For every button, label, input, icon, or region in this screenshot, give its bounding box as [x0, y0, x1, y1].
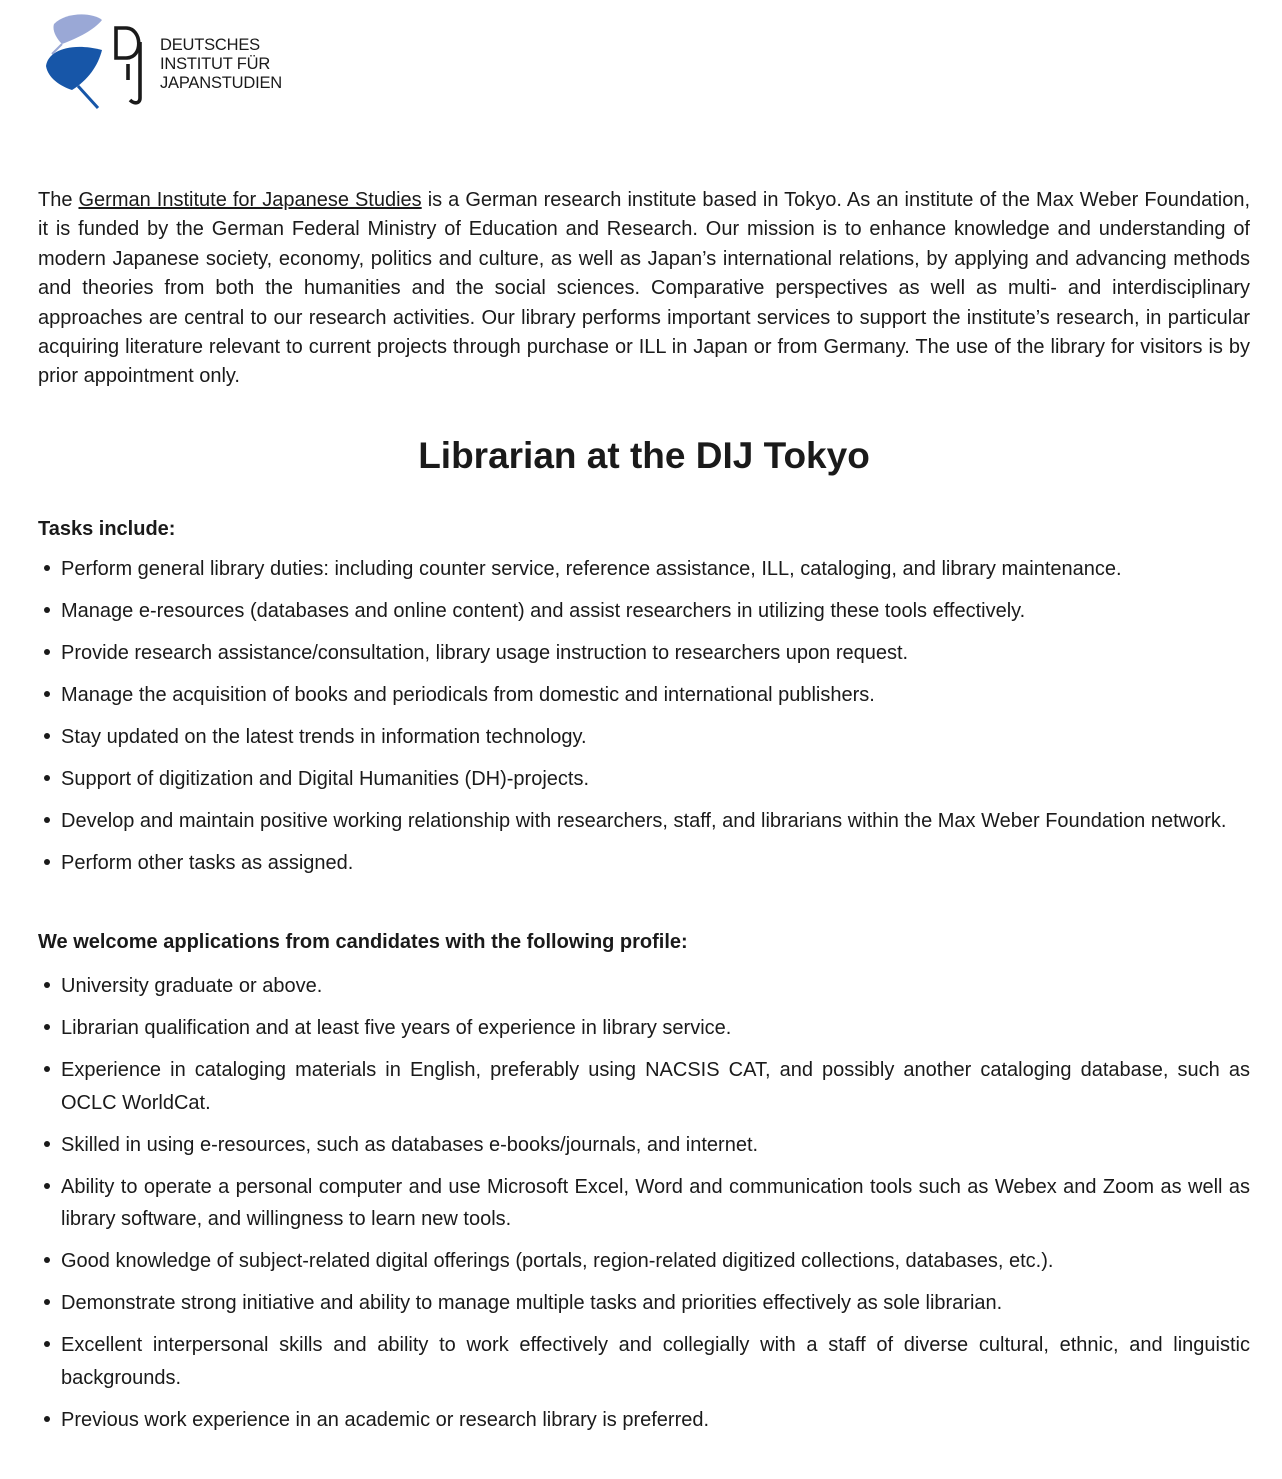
profile-item: Skilled in using e-resources, such as databases e-books/journals, and internet. [38, 1129, 1250, 1162]
intro-lead: The [38, 189, 79, 211]
task-item: Provide research assistance/consultation, library usage instruction to researchers upon request. [38, 637, 1250, 670]
profile-list [38, 970, 1250, 1436]
task-item: Perform general library duties: including counter service, reference assistance, ILL, cataloging, and library maintenance. [38, 553, 1250, 586]
profile-item: Demonstrate strong initiative and ability to manage multiple tasks and priorities effectively as sole librarian. [38, 1287, 1250, 1320]
page-title: Librarian at the DIJ Tokyo [418, 434, 870, 476]
profile-item: Good knowledge of subject-related digital offerings (portals, region-related digitized collections, databases, etc.). [38, 1245, 1250, 1278]
profile-heading: We welcome applications from candidates with the following profile: [38, 931, 688, 954]
task-item: Stay updated on the latest trends in information technology. [38, 721, 1250, 754]
intro-paragraph [38, 186, 1250, 392]
task-item: Manage the acquisition of books and periodicals from domestic and international publishers. [38, 679, 1250, 712]
task-item: Perform other tasks as assigned. [38, 847, 1250, 880]
task-item: Develop and maintain positive working relationship with researchers, staff, and librarians within the Max Weber Foundation network. [38, 805, 1250, 838]
logo-line-1: DEUTSCHES [160, 36, 260, 54]
profile-item: University graduate or above. [38, 970, 1250, 1003]
logo-line-3: JAPANSTUDIEN [160, 74, 282, 92]
profile-item: Librarian qualification and at least five years of experience in library service. [38, 1012, 1250, 1045]
profile-item: Excellent interpersonal skills and ability to work effectively and collegially with a staff of diverse cultural, ethnic, and linguistic backgrounds. [38, 1329, 1250, 1394]
institute-link[interactable]: German Institute for Japanese Studies [78, 189, 422, 211]
profile-item: Previous work experience in an academic or research library is preferred. [38, 1404, 1250, 1437]
task-item: Support of digitization and Digital Humanities (DH)-projects. [38, 763, 1250, 796]
profile-item: Ability to operate a personal computer and use Microsoft Excel, Word and communication tools such as Webex and Zoom as well as library software, and willingness to learn new tools. [38, 1171, 1250, 1236]
logo-line-2: INSTITUT FÜR [160, 55, 271, 73]
profile-item: Experience in cataloging materials in English, preferably using NACSIS CAT, and possibly another cataloging database, such as OCLC WorldCat. [38, 1054, 1250, 1119]
logo-wordmark [160, 36, 282, 93]
job-posting [38, 186, 1250, 1446]
dij-logo [42, 14, 282, 112]
intro-body: is a German research institute based in Tokyo. As an institute of the Max Weber Foundation, it is funded by the German Federal Ministry of Education and Research. Our mission is to enhance knowledge and understanding of modern Japanese society, economy, politics and culture, as well as Japan’s international relations, by applying and advancing methods and theories from both the humanities and the social sciences. Comparative perspectives as well as multi- and interdisciplinary approaches are central to our research activities. Our library performs important services to support the institute’s research, in particular acquiring literature relevant to current projects through purchase or ILL in Japan or from Germany. The use of the library for visitors is by prior appointment only. [38, 189, 1250, 388]
task-item: Manage e-resources (databases and online content) and assist researchers in utilizing these tools effectively. [38, 595, 1250, 628]
tasks-heading: Tasks include: [38, 517, 176, 540]
tasks-list [38, 553, 1250, 880]
